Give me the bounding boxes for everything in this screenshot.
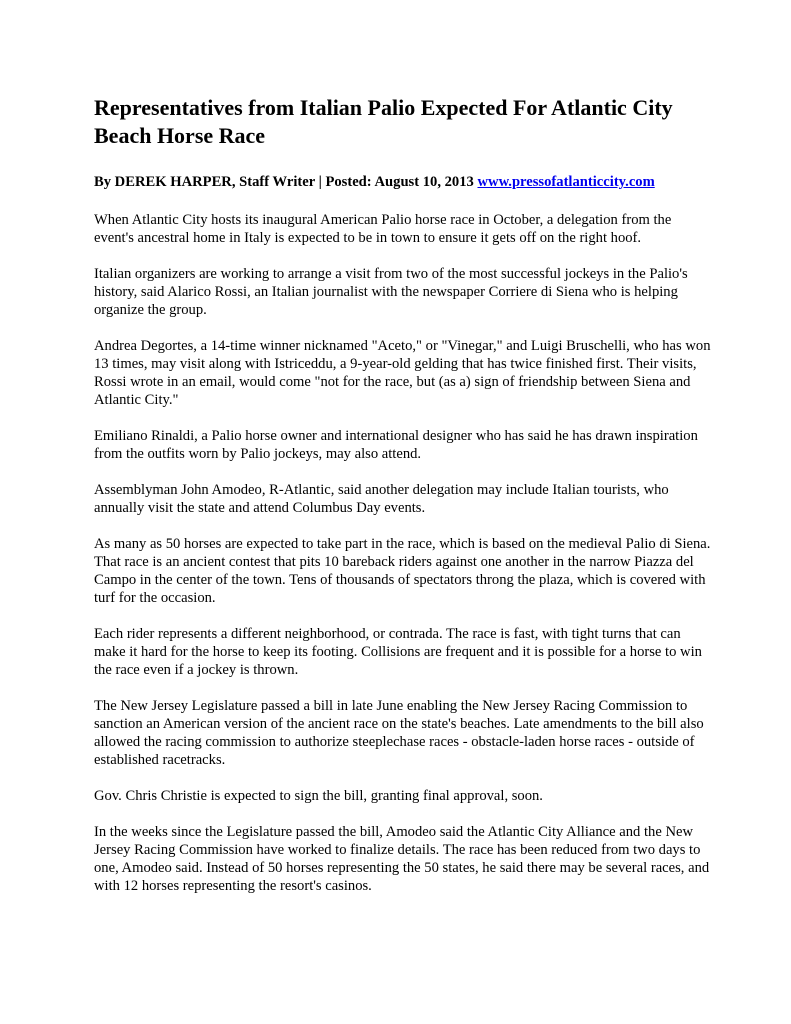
article-paragraph: Emiliano Rinaldi, a Palio horse owner and international designer who has said he has drawn inspiration from the outfits worn by Palio jockeys, may also attend. (94, 428, 698, 462)
byline-text: By DEREK HARPER, Staff Writer | Posted: August 10, 2013 (94, 174, 474, 190)
article-paragraph: Italian organizers are working to arrange a visit from two of the most successful jockeys in the Palio's history, said Alarico Rossi, an Italian journalist with the newspaper Corriere di Siena who is helping organize the group. (94, 266, 688, 318)
article-paragraph: In the weeks since the Legislature passed the bill, Amodeo said the Atlantic City Alliance and the New Jersey Racing Commission have worked to finalize details. The race has been reduced from two days to one, Amodeo said. Instead of 50 horses representing the 50 states, he said there may be several races, and with 12 horses representing the resort's casinos. (94, 824, 710, 894)
article-byline (94, 173, 714, 191)
article-body (94, 211, 714, 895)
article-paragraph: Andrea Degortes, a 14-time winner nicknamed "Aceto," or "Vinegar," and Luigi Bruschelli, who has won 13 times, may visit along with Istriceddu, a 9-year-old gelding that has twice finished first. Their visits, Rossi wrote in an email, would come "not for the race, but (as a) sign of friendship between Siena and Atlantic City." (94, 338, 711, 408)
article-title: Representatives from Italian Palio Expected For Atlantic City Beach Horse Race (94, 95, 673, 148)
article-paragraph: The New Jersey Legislature passed a bill in late June enabling the New Jersey Racing Commission to sanction an American version of the ancient race on the state's beaches. Late amendments to the bill also allowed the racing commission to authorize steeplechase races - obstacle-laden horse races - outside of established racetracks. (94, 698, 704, 768)
article-paragraph: Gov. Chris Christie is expected to sign the bill, granting final approval, soon. (94, 788, 543, 804)
article-paragraph: When Atlantic City hosts its inaugural American Palio horse race in October, a delegation from the event's ancestral home in Italy is expected to be in town to ensure it gets off on the right hoof. (94, 212, 672, 246)
document-page (94, 94, 714, 913)
article-paragraph: As many as 50 horses are expected to take part in the race, which is based on the medieval Palio di Siena. That race is an ancient contest that pits 10 bareback riders against one another in the narrow Piazza del Campo in the center of the town. Tens of thousands of spectators throng the plaza, which is covered with turf for the occasion. (94, 536, 711, 606)
article-paragraph: Assemblyman John Amodeo, R-Atlantic, said another delegation may include Italian tourists, who annually visit the state and attend Columbus Day events. (94, 482, 669, 516)
source-link[interactable]: www.pressofatlanticcity.com (477, 174, 655, 190)
article-paragraph: Each rider represents a different neighborhood, or contrada. The race is fast, with tight turns that can make it hard for the horse to keep its footing. Collisions are frequent and it is possible for a horse to win the race even if a jockey is thrown. (94, 626, 702, 678)
